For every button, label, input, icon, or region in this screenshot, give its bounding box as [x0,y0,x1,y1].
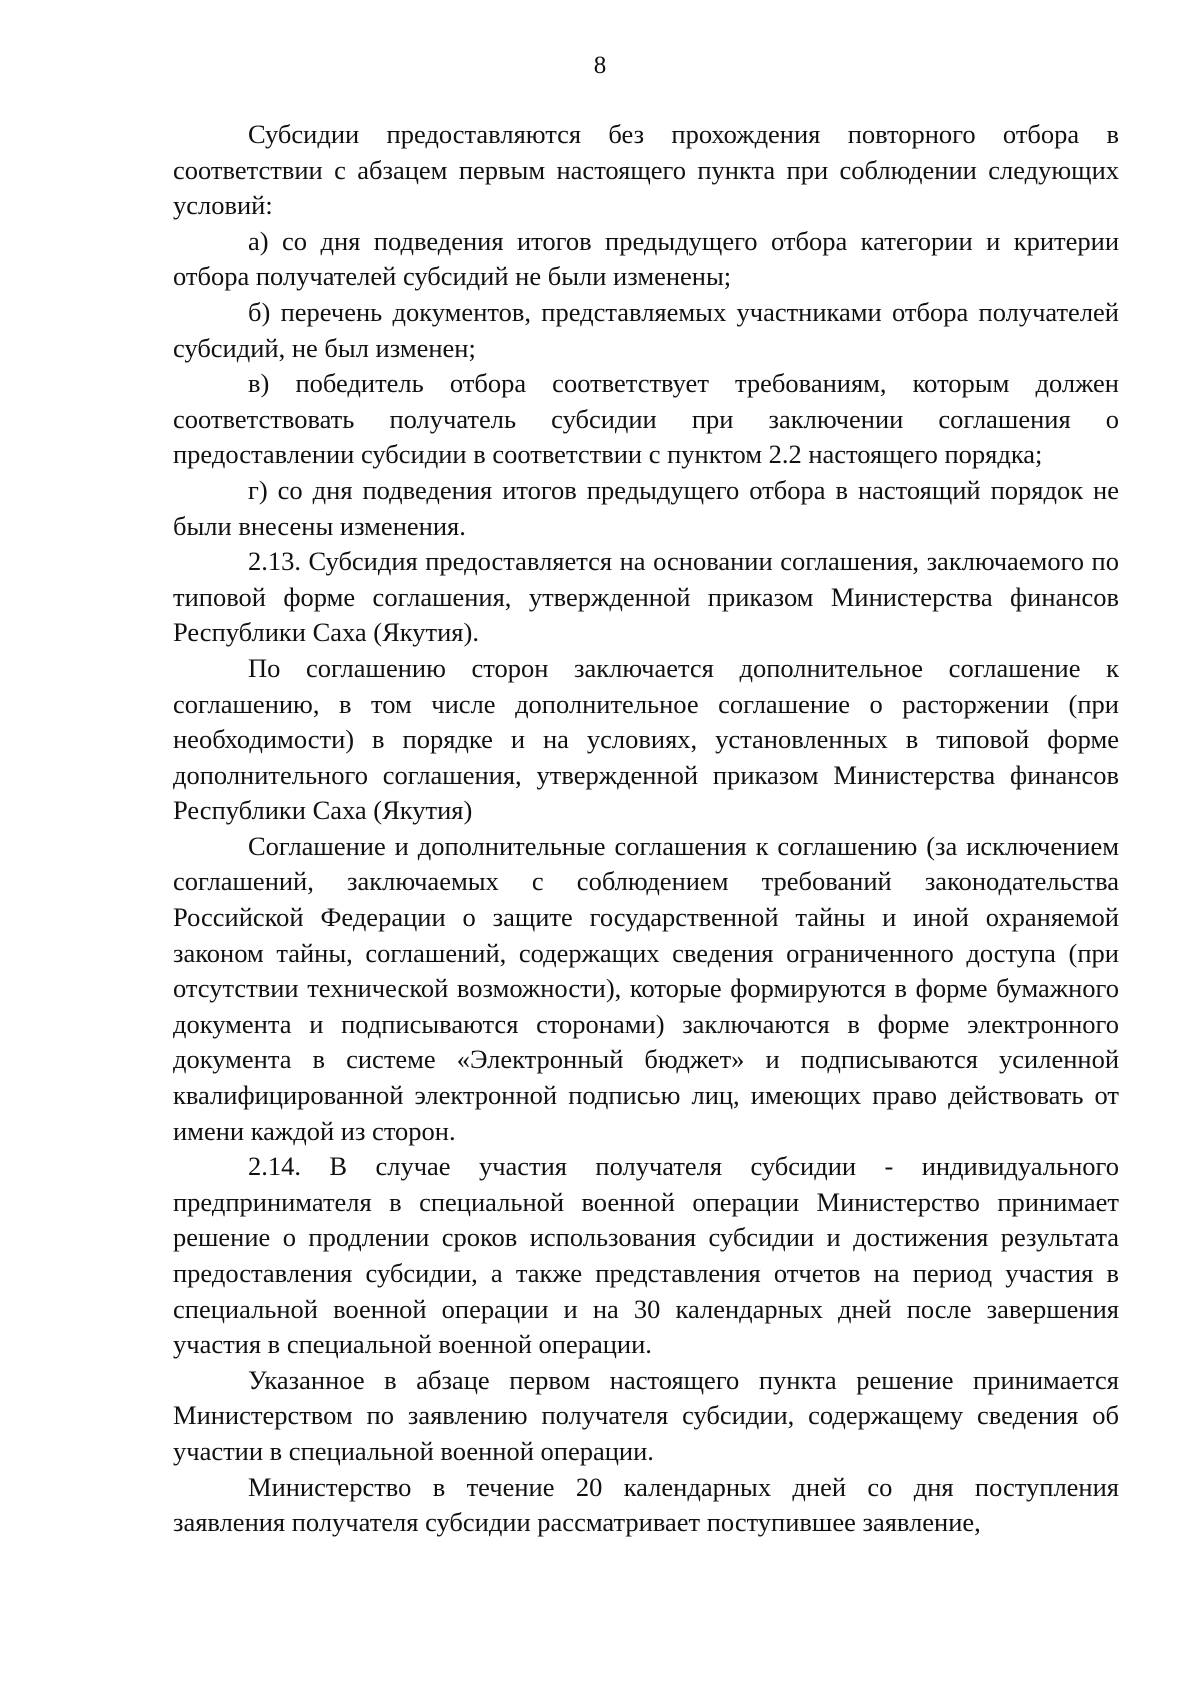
paragraph-review-period: Министерство в течение 20 календарных дней со дня поступления заявления получателя субсидии рассматривает поступившее заявление, [173,1471,1119,1538]
paragraph-condition-g: г) со дня подведения итогов предыдущего отбора в настоящий порядок не были внесены изменения. [173,474,1119,541]
page-number: 8 [593,52,607,79]
paragraph-electronic-budget: Соглашение и дополнительные соглашения к соглашению (за исключением соглашений, заключаемых с соблюдением требований законодательства Российской Федерации о защите государственной тайны и иной охраняемой законом тайны, соглашений, содержащих сведения ограниченного доступа (при отсутствии технической возможности), которые формируются в форме бумажного документа и подписываются сторонами) заключаются в форме электронного документа в системе «Электронный бюджет» и подписываются усиленной квалифицированной электронной подписью лиц, имеющих право действовать от имени каждой из сторон. [173,830,1119,1146]
paragraph-additional-agreement: По соглашению сторон заключается дополнительное соглашение к соглашению, в том числе дополнительное соглашение о расторжении (при необходимости) в порядке и на условиях, установленных в типовой форме дополнительного соглашения, утвержденной приказом Министерства финансов Республики Саха (Якутия) [173,652,1119,826]
paragraph-subsidy-conditions: Субсидии предоставляются без прохождения повторного отбора в соответствии с абзацем первым настоящего пункта при соблюдении следующих условий: [173,119,1119,221]
paragraph-condition-v: в) победитель отбора соответствует требованиям, которым должен соответствовать получатель субсидии при заключении соглашения о предоставлении субсидии в соответствии с пунктом 2.2 настоящего порядка; [173,368,1119,470]
paragraph-decision-basis: Указанное в абзаце первом настоящего пункта решение принимается Министерством по заявлению получателя субсидии, содержащему сведения об участии в специальной военной операции. [173,1364,1119,1466]
paragraph-clause-2-13: 2.13. Субсидия предоставляется на основании соглашения, заключаемого по типовой форме соглашения, утвержденной приказом Министерства финансов Республики Саха (Якутия). [173,546,1119,648]
paragraph-clause-2-14: 2.14. В случае участия получателя субсидии - индивидуального предпринимателя в специальной военной операции Министерство принимает решение о продлении сроков использования субсидии и достижения результата предоставления субсидии, а также представления отчетов на период участия в специальной военной операции и на 30 календарных дней после завершения участия в специальной военной операции. [173,1151,1119,1360]
paragraph-condition-a: а) со дня подведения итогов предыдущего отбора категории и критерии отбора получателей субсидий не были изменены; [173,225,1119,292]
document-body [173,117,1119,1541]
paragraph-condition-b: б) перечень документов, представляемых участниками отбора получателей субсидий, не был изменен; [173,296,1119,363]
